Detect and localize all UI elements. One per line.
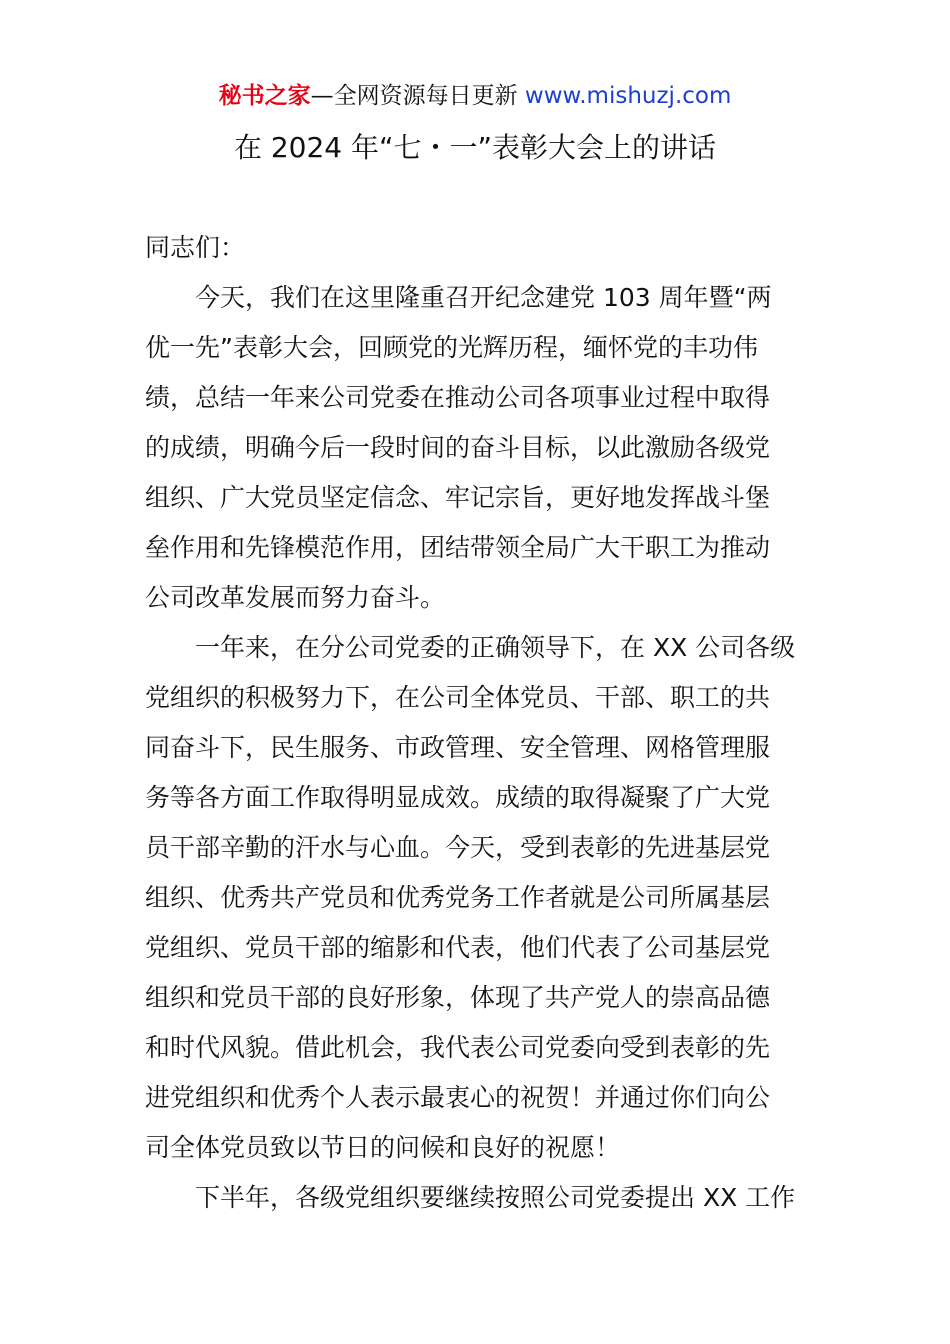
paragraph-1-line: 公司改革发展而努力奋斗。: [145, 583, 446, 612]
paragraph-1-line: 组织、广大党员坚定信念、牢记宗旨，更好地发挥战斗堡: [145, 483, 771, 512]
paragraph-2-line: 进党组织和优秀个人表示最衷心的祝贺！并通过你们向公: [145, 1083, 771, 1112]
paragraph-2-line: 和时代风貌。借此机会，我代表公司党委向受到表彰的先: [145, 1033, 771, 1062]
paragraph-1-line: 今天，我们在这里隆重召开纪念建党 103 周年暨“两: [195, 283, 772, 312]
paragraph-2-line: 一年来，在分公司党委的正确领导下，在 XX 公司各级: [195, 633, 796, 662]
document-body: [145, 223, 825, 1223]
document-title: 在 2024 年“七・一”表彰大会上的讲话: [233, 131, 717, 164]
paragraph-1-line: 绩，总结一年来公司党委在推动公司各项事业过程中取得: [145, 383, 771, 412]
paragraph-2-line: 司全体党员致以节日的问候和良好的祝愿！: [145, 1133, 621, 1162]
site-brand: 秘书之家: [218, 83, 311, 109]
site-url-link[interactable]: www.mishuzj.com: [524, 83, 732, 109]
paragraph-2-line: 组织、优秀共产党员和优秀党务工作者就是公司所属基层: [145, 883, 771, 912]
site-tagline: —全网资源每日更新: [310, 83, 525, 109]
paragraph-2-line: 组织和党员干部的良好形象，体现了共产党人的崇高品德: [145, 983, 771, 1012]
paragraph-3-line: 下半年，各级党组织要继续按照公司党委提出 XX 工作: [195, 1183, 796, 1212]
site-header: [0, 80, 950, 112]
paragraph-2-line: 务等各方面工作取得明显成效。成绩的取得凝聚了广大党: [145, 783, 771, 812]
paragraph-1-line: 垒作用和先锋模范作用，团结带领全局广大干职工为推动: [145, 533, 771, 562]
paragraph-1-line: 的成绩，明确今后一段时间的奋斗目标，以此激励各级党: [145, 433, 771, 462]
paragraph-2-line: 员干部辛勤的汗水与心血。今天，受到表彰的先进基层党: [145, 833, 771, 862]
paragraph-1-line: 优一先”表彰大会，回顾党的光辉历程，缅怀党的丰功伟: [145, 333, 758, 362]
salutation: 同志们：: [145, 233, 246, 262]
paragraph-2-line: 同奋斗下，民生服务、市政管理、安全管理、网格管理服: [145, 733, 771, 762]
paragraph-2-line: 党组织、党员干部的缩影和代表，他们代表了公司基层党: [145, 933, 771, 962]
paragraph-2-line: 党组织的积极努力下，在公司全体党员、干部、职工的共: [145, 683, 771, 712]
